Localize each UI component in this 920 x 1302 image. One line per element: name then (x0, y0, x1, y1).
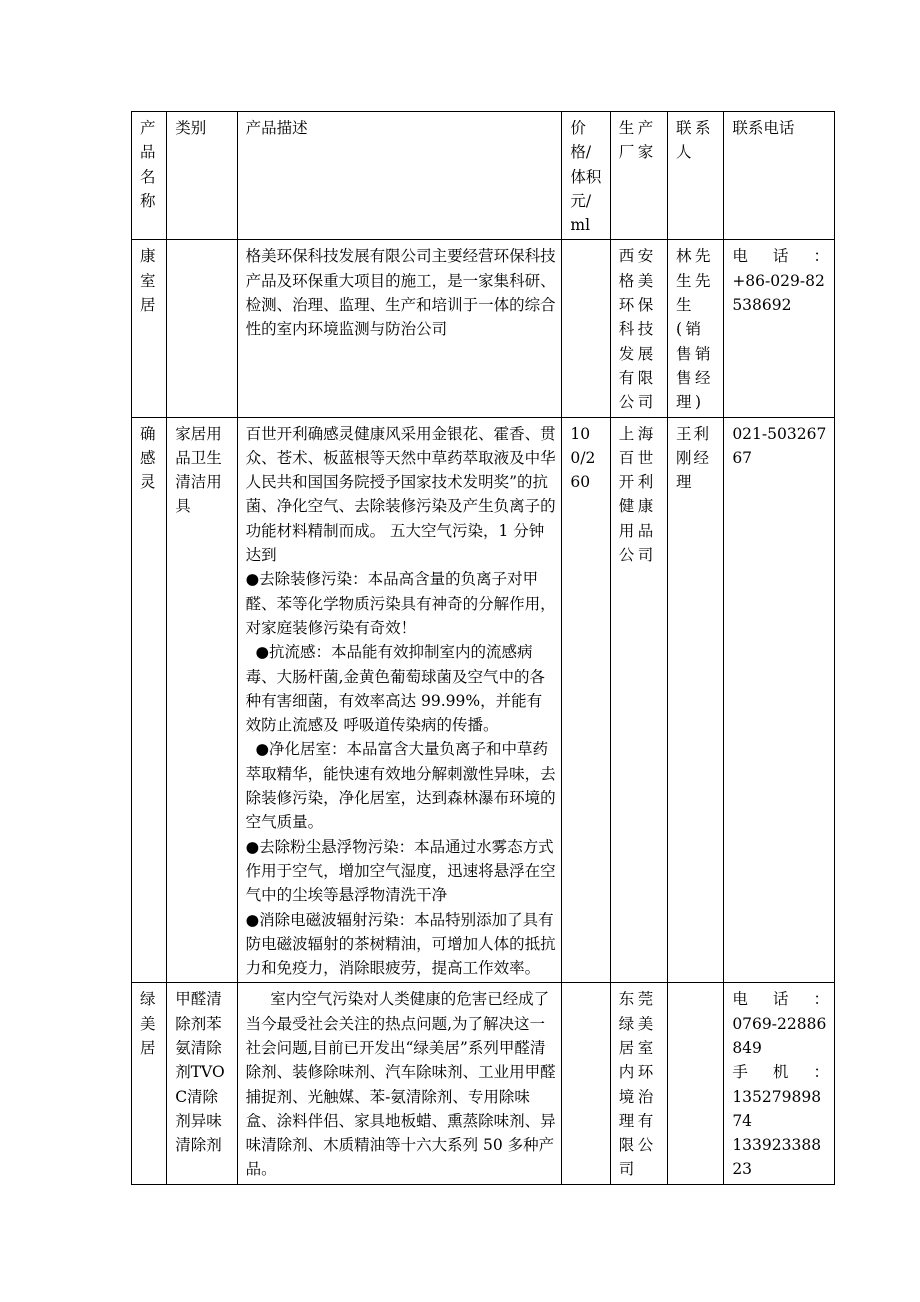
product-table (131, 111, 835, 1185)
table-row (132, 983, 835, 1184)
contact-phone (724, 417, 835, 983)
header-cell: 生产厂家 (610, 112, 667, 240)
description-paragraph: 百世开利确感灵健康风采用金银花、霍香、贯众、苍术、板蓝根等天然中草药萃取液及中华人民共和国国务院授予国家技术发明奖”的抗菌、净化空气、去除装修污染及产生负离子的功能材料精制而成。 五大空气污染，1 分钟达到 (245, 424, 556, 565)
description-paragraph: ●消除电磁波辐射污染：本品特别添加了具有防电磁波辐射的茶树精油，可增加人体的抵抗力和免疫力，消除眼疲劳，提高工作效率。 (245, 910, 556, 978)
description-paragraph: ●抗流感：本品能有效抑制室内的流感病毒、大肠杆菌,金黄色葡萄球菌及空气中的各种有害细菌，有效率高达 99.99%，并能有效防止流感及 呼吸道传染病的传播。 (245, 643, 546, 735)
product-price (562, 240, 610, 417)
description-paragraph: 室内空气污染对人类健康的危害已经成了当今最受社会关注的热点问题,为了解决这一社会问题,目前已开发出“绿美居”系列甲醛清除剂、装修除味剂、汽车除味剂、工业用甲醛捕捉剂、光触媒、苯-氨清除剂、专用除味盒、涂料伴侣、家具地板蜡、熏蒸除味剂、异味清除剂、木质精油等十六大系列 50 多种产品。 (245, 990, 556, 1179)
header-cell: 联系人 (668, 112, 724, 240)
description-paragraph: 格美环保科技发展有限公司主要经营环保科技产品及环保重大项目的施工，是一家集科研、检测、治理、监理、生产和培训于一体的综合性的室内环境监测与防治公司 (245, 247, 556, 339)
table-row (132, 417, 835, 983)
contact-person (668, 983, 724, 1184)
product-price: 100/260 (562, 417, 610, 983)
header-cell: 类别 (167, 112, 237, 240)
table-row (132, 240, 835, 417)
product-category (167, 240, 237, 417)
phone-line: 13527989874 (732, 1087, 822, 1130)
product-price (562, 983, 610, 1184)
phone-line: +86-029-82538692 (732, 271, 825, 315)
phone-line: 电话： (732, 990, 829, 1009)
contact-phone (724, 983, 835, 1184)
header-cell: 联系电话 (724, 112, 835, 240)
product-name: 确感灵 (132, 417, 167, 983)
header-cell: 产品描述 (237, 112, 562, 240)
header-row (132, 112, 835, 240)
product-description (237, 240, 562, 417)
phone-line: 电话： (732, 247, 829, 266)
header-cell: 价格/体积元/ml (562, 112, 610, 240)
contact-person: 林先生先生(销售销售经理) (668, 240, 724, 417)
phone-line: 021-50326767 (732, 424, 827, 467)
product-category: 甲醛清除剂苯氨清除剂TVOC清除剂异味清除剂 (167, 983, 237, 1184)
description-paragraph: ●净化居室：本品富含大量负离子和中草药萃取精华，能快速有效地分解刺激性异味，去除装修污染，净化居室，达到森林瀑布环境的空气质量。 (245, 740, 556, 832)
contact-person: 王利刚经理 (668, 417, 724, 983)
product-description (237, 983, 562, 1184)
manufacturer: 上海百世开利健康用品公司 (610, 417, 667, 983)
manufacturer: 东莞绿美居室内环境治理有限公司 (610, 983, 667, 1184)
phone-line: 13392338823 (732, 1136, 822, 1179)
product-name: 绿美居 (132, 983, 167, 1184)
phone-line: 手机： (732, 1063, 829, 1082)
description-paragraph: ●去除装修污染：本品高含量的负离子对甲醛、苯等化学物质污染具有神奇的分解作用，对家庭装修污染有奇效！ (245, 570, 556, 637)
product-category: 家居用品卫生清洁用具 (167, 417, 237, 983)
contact-phone (724, 240, 835, 417)
phone-line: 0769-22886849 (732, 1014, 827, 1057)
header-cell: 产品名称 (132, 112, 167, 240)
product-description (237, 417, 562, 983)
product-name: 康室居 (132, 240, 167, 417)
manufacturer: 西安格美环保科技发展有限公司 (610, 240, 667, 417)
description-paragraph: ●去除粉尘悬浮物污染：本品通过水雾态方式作用于空气，增加空气湿度，迅速将悬浮在空气中的尘埃等悬浮物清洗干净 (245, 837, 556, 905)
